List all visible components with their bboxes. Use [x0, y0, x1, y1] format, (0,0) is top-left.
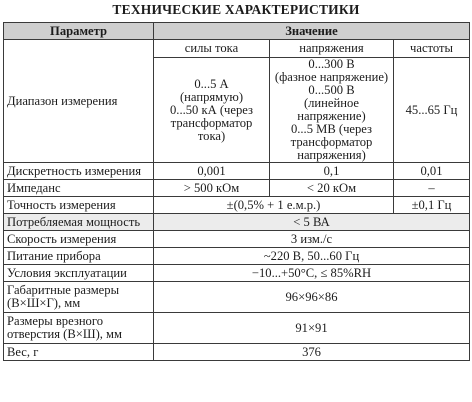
- range-label: Диапазон измерения: [4, 40, 154, 163]
- power-row: [4, 214, 470, 231]
- cutout-row: [4, 313, 470, 344]
- impedance-row: [4, 180, 470, 197]
- subheader-current: силы тока: [154, 40, 270, 58]
- speed-label: Скорость измерения: [4, 231, 154, 248]
- weight-label: Вес, г: [4, 344, 154, 361]
- range-current: 0...5 А (напрямую) 0...50 кА (через трансформатор тока): [154, 58, 270, 163]
- dimensions-value: 96×96×86: [154, 282, 470, 313]
- supply-row: [4, 248, 470, 265]
- header-param: Параметр: [4, 23, 154, 40]
- weight-value: 376: [154, 344, 470, 361]
- cutout-label: Размеры врезного отверстия (В×Ш), мм: [4, 313, 154, 344]
- power-label: Потребляемая мощность: [4, 214, 154, 231]
- header-row: [4, 23, 470, 40]
- specs-table: [3, 22, 470, 361]
- subheader-frequency: частоты: [394, 40, 470, 58]
- speed-row: [4, 231, 470, 248]
- accuracy-label: Точность измерения: [4, 197, 154, 214]
- accuracy-current-voltage: ±(0,5% + 1 е.м.р.): [154, 197, 394, 214]
- subheader-row: [4, 40, 470, 58]
- impedance-current: > 500 кОм: [154, 180, 270, 197]
- resolution-label: Дискретность измерения: [4, 163, 154, 180]
- range-voltage: 0...300 В (фазное напряжение) 0...500 В (линейное напряжение) 0...5 МВ (через трансформатор напряжения): [270, 58, 394, 163]
- range-frequency: 45...65 Гц: [394, 58, 470, 163]
- dimensions-label: Габаритные размеры (В×Ш×Г), мм: [4, 282, 154, 313]
- accuracy-frequency: ±0,1 Гц: [394, 197, 470, 214]
- impedance-frequency: –: [394, 180, 470, 197]
- speed-value: 3 изм./с: [154, 231, 470, 248]
- supply-label: Питание прибора: [4, 248, 154, 265]
- header-value: Значение: [154, 23, 470, 40]
- dimensions-row: [4, 282, 470, 313]
- impedance-label: Импеданс: [4, 180, 154, 197]
- resolution-row: [4, 163, 470, 180]
- power-value: < 5 ВА: [154, 214, 470, 231]
- page-title: ТЕХНИЧЕСКИЕ ХАРАКТЕРИСТИКИ: [112, 2, 360, 17]
- cutout-value: 91×91: [154, 313, 470, 344]
- resolution-voltage: 0,1: [270, 163, 394, 180]
- conditions-row: [4, 265, 470, 282]
- impedance-voltage: < 20 кОм: [270, 180, 394, 197]
- supply-value: ~220 В, 50...60 Гц: [154, 248, 470, 265]
- accuracy-row: [4, 197, 470, 214]
- subheader-voltage: напряжения: [270, 40, 394, 58]
- resolution-frequency: 0,01: [394, 163, 470, 180]
- conditions-value: −10...+50°С, ≤ 85%RH: [154, 265, 470, 282]
- resolution-current: 0,001: [154, 163, 270, 180]
- conditions-label: Условия эксплуатации: [4, 265, 154, 282]
- weight-row: [4, 344, 470, 361]
